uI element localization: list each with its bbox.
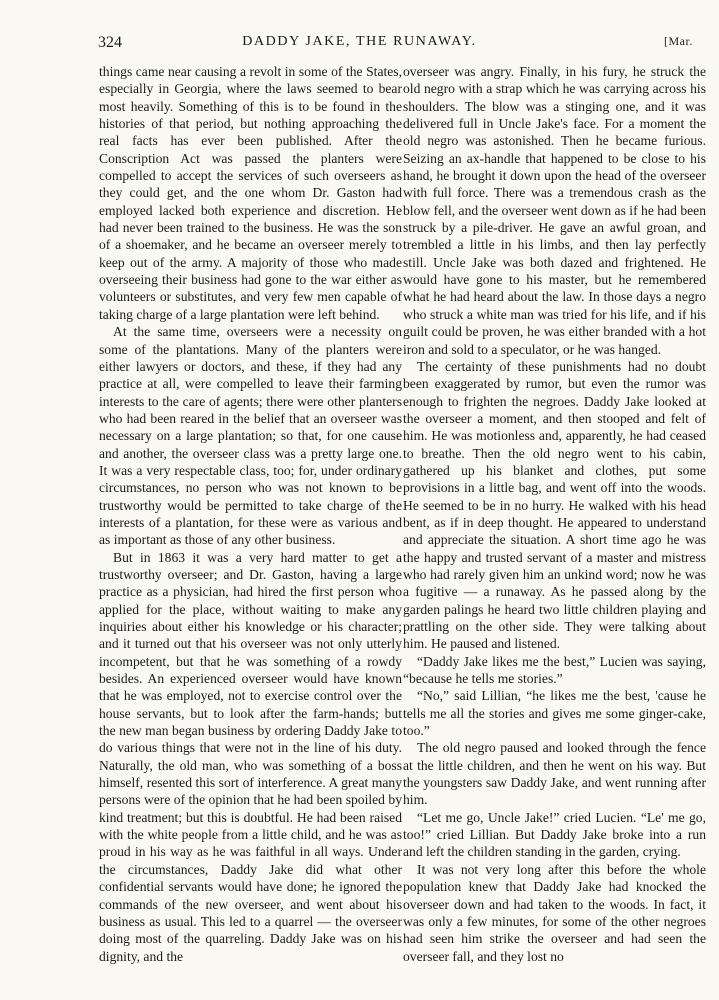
- paragraph: The certainty of these punishments had no doubt been exaggerated by rumor, but even the rumor was enough to frighten the negroes. Daddy Jake looked at the overseer a moment, and then stooped and felt of him. He was motionless and, apparently, he had ceased to breathe. Then the old negro went to his cabin, gathered up his blanket and clothes, put some provisions in a little bag, and went off into the woods. He seemed to be in no hurry. He walked with his head bent, as if in deep thought. He appeared to understand and appreciate the situation. A short time ago he was the happy and trusted servant of a master and mistress who had rarely given him an unkind word; now he was a fugitive — a runaway. As he passed along by the garden palings he heard two little children playing and prattling on the other side. They were talking about him. He paused and listened.: [403, 358, 706, 652]
- left-column: [99, 63, 402, 965]
- paragraph: “No,” said Lillian, “he likes me the best, 'cause he tells me all the stories and gives me some ginger-cake, too.”: [403, 688, 706, 739]
- paragraph: At the same time, overseers were a necessity on some of the plantations. Many of the planters were either lawyers or doctors, and these, if they had any practice at all, were compelled to leave their farming interests to the care of agents; there were other planters who had been reared in the belief that an overseer was necessary on a large plantation; so that, for one cause and another, the overseer class was a pretty large one. It was a very respectable class, too; for, under ordinary circumstances, no person who was not known to be trustworthy would be permitted to take charge of the interests of a plantation, for these were as various and as important as those of any other business.: [99, 324, 402, 548]
- paragraph: “Daddy Jake likes me the best,” Lucien was saying, “because he tells me stories.”: [403, 653, 706, 687]
- paragraph: It was not very long after this before the whole population knew that Daddy Jake had knocked the overseer down and had taken to the woods. In fact, it was only a few minutes, for some of the other negroes had seen him strike the overseer and had seen the overseer fall, and they lost no: [403, 861, 706, 964]
- page-number: 324: [98, 34, 122, 51]
- paragraph: “Let me go, Uncle Jake!” cried Lucien. “Le' me go, too!” cried Lillian. But Daddy Jake broke into a run and left the children standing in the garden, crying.: [403, 809, 706, 860]
- running-title: DADDY JAKE, THE RUNAWAY.: [242, 34, 477, 49]
- paragraph: overseer was angry. Finally, in his fury, he struck the old negro with a strap which he was carrying across his shoulders. The blow was a stinging one, and it was delivered full in Uncle Jake's face. For a moment the old negro was astonished. Then he became furious. Seizing an ax-handle that happened to be close to his hand, he brought it down upon the head of the overseer with full force. There was a tremendous crash as the blow fell, and the overseer went down as if he had been struck by a pile-driver. He gave an awful groan, and trembled a little in his limbs, and then lay perfectly still. Uncle Jake was both dazed and frightened. He would have gone to his master, but he remembered what he had heard about the law. In those days a negro who struck a white man was tried for his life, and if his guilt could be proven, he was either branded with a hot iron and sold to a speculator, or he was hanged.: [403, 64, 706, 357]
- paragraph: The old negro paused and looked through the fence at the little children, and then he went on his way. But the youngsters saw Daddy Jake, and went running after him.: [403, 740, 706, 808]
- paragraph: things came near causing a revolt in some of the States, especially in Georgia, where the laws seemed to bear most heavily. Something of this is to be found in the histories of that period, but nothing approaching the real facts has ever been published. After the Conscription Act was passed the planters were compelled to accept the services of such overseers as they could get, and the one whom Dr. Gaston had employed lacked both experience and discretion. He had never been trained to the business. He was the son of a shoemaker, and he became an overseer merely to keep out of the army. A majority of those who made overseeing their business had gone to the war either as volunteers or substitutes, and very few men capable of taking charge of a large plantation were left behind.: [99, 64, 402, 322]
- right-column: [403, 63, 706, 965]
- paragraph: But in 1863 it was a very hard matter to get a trustworthy overseer; and Dr. Gaston, having a large practice as a physician, had hired the first person who applied for the place, without waiting to make any inquiries about either his knowledge or his character; and it turned out that his overseer was not only utterly incompetent, but that he was something of a rowdy besides. An experienced overseer would have known that he was employed, not to exercise control over the house servants, but to look after the farm-hands; but the new man began business by ordering Daddy Jake to do various things that were not in the line of his duty. Naturally, the old man, who was something of a boss himself, resented this sort of interference. A great many persons were of the opinion that he had been spoiled by kind treatment; but this is doubtful. He had been raised with the white people from a little child, and he was as proud in his way as he was faithful in all ways. Under the circumstances, Daddy Jake did what other confidential servants would have done; he ignored the commands of the new overseer, and went about his business as usual. This led to a quarrel — the overseer doing most of the quarreling. Daddy Jake was on his dignity, and the: [99, 549, 402, 964]
- running-header: [0, 30, 719, 52]
- month-label: [Mar.: [664, 34, 693, 48]
